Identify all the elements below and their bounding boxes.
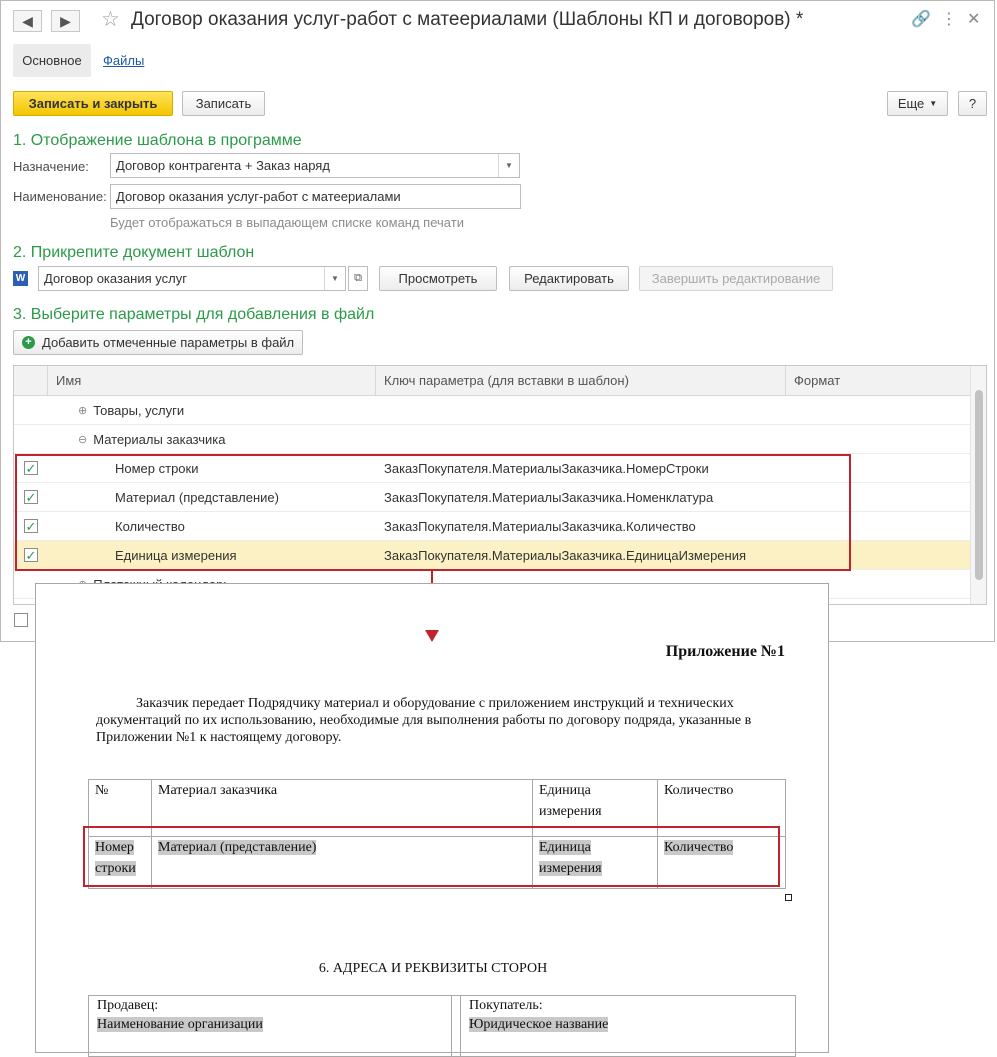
table-row[interactable]	[14, 425, 972, 454]
arrow-head-icon	[425, 630, 439, 642]
doc-title: Приложение №1	[665, 643, 785, 660]
seller-cell	[89, 996, 452, 1057]
table-row[interactable]	[14, 396, 972, 425]
name-hint: Будет отображаться в выпадающем списке команд печати	[110, 215, 464, 230]
save-button[interactable]: Записать	[182, 91, 265, 116]
buyer-cell	[461, 996, 796, 1057]
name-field[interactable]	[110, 184, 521, 209]
purpose-value: Договор контрагента + Заказ наряд	[116, 158, 330, 173]
row-name: Материалы заказчика	[93, 431, 226, 447]
seller-label: Продавец:	[97, 998, 159, 1013]
th-material: Материал заказчика	[152, 780, 533, 837]
header-name[interactable]: Имя	[48, 366, 376, 395]
row-key: ЗаказПокупателя.МатериалыЗаказчика.Количество	[384, 518, 696, 534]
buyer-label: Покупатель:	[469, 998, 543, 1013]
doc-section-title: 6. АДРЕСА И РЕКВИЗИТЫ СТОРОН	[318, 961, 548, 976]
doc-paragraph: Заказчик передает Подрядчику материал и оборудование с приложением инструкций и технических документаций по их использованию, необходимые для выполнения работы по договору подряда, указанные в Приложении №1 к настоящему договору.	[96, 696, 752, 745]
header-check-col	[14, 366, 48, 395]
row-checkbox[interactable]: ✓	[25, 460, 37, 476]
arrow-left-icon: ◀	[22, 12, 33, 29]
field-number: Номер строки	[95, 840, 136, 876]
window-title: Договор оказания услуг-работ с матеериалами (Шаблоны КП и договоров) *	[131, 9, 804, 30]
arrow-right-icon: ▶	[60, 12, 71, 29]
section2-title: 2. Прикрепите документ шаблон	[13, 244, 255, 261]
spacer-cell	[452, 996, 461, 1057]
parties-table	[88, 995, 796, 1057]
header-key[interactable]: Ключ параметра (для вставки в шаблон)	[376, 366, 786, 395]
expand-icon[interactable]: ⊕	[78, 404, 88, 417]
row-key: ЗаказПокупателя.МатериалыЗаказчика.НомерСтроки	[384, 460, 709, 476]
row-name: Количество	[115, 518, 185, 534]
purpose-select[interactable]	[110, 153, 520, 178]
field-quantity: Количество	[664, 840, 734, 855]
template-select[interactable]	[38, 266, 346, 291]
row-checkbox[interactable]: ✓	[25, 518, 37, 534]
edit-button[interactable]: Редактировать	[509, 266, 629, 291]
field-material: Материал (представление)	[158, 840, 317, 855]
forward-button[interactable]	[51, 10, 80, 32]
more-button[interactable]	[887, 91, 948, 116]
favorite-star-icon[interactable]: ☆	[101, 8, 120, 31]
plus-circle-icon: +	[22, 336, 35, 349]
close-icon[interactable]: ✕	[967, 11, 981, 28]
template-value: Договор оказания услуг	[44, 271, 187, 286]
section1-title: 1. Отображение шаблона в программе	[13, 132, 302, 149]
tab-main[interactable]: Основное	[13, 44, 91, 77]
highlight-frame-document	[83, 826, 780, 887]
th-number: №	[89, 780, 152, 837]
row-name: Номер строки	[115, 460, 199, 476]
tab-files[interactable]: Файлы	[103, 53, 145, 68]
add-params-button[interactable]	[13, 330, 303, 355]
grid-header	[14, 366, 972, 396]
buyer-value: Юридическое название	[469, 1017, 609, 1032]
row-name: Материал (представление)	[115, 489, 279, 505]
th-quantity: Количество	[658, 780, 786, 837]
table-resize-handle[interactable]	[785, 894, 792, 901]
row-name: Единица измерения	[115, 547, 237, 563]
row-checkbox[interactable]: ✓	[25, 489, 37, 505]
row-name: Товары, услуги	[93, 402, 185, 418]
header-format[interactable]: Формат	[794, 373, 841, 388]
seller-value: Наименование организации	[97, 1017, 263, 1032]
grid-scrollbar[interactable]	[970, 366, 986, 604]
chevron-down-icon: ▼	[929, 99, 938, 108]
row-key: ЗаказПокупателя.МатериалыЗаказчика.ЕдиницаИзмерения	[384, 547, 747, 563]
name-label: Наименование:	[13, 189, 107, 204]
row-checkbox[interactable]: ✓	[25, 547, 37, 563]
link-icon[interactable]: 🔗	[911, 11, 931, 28]
name-value: Договор оказания услуг-работ с матеериалами	[116, 189, 401, 204]
view-button[interactable]: Просмотреть	[379, 266, 497, 291]
collapse-icon[interactable]: ⊖	[78, 433, 88, 446]
more-button-label: Еще	[897, 96, 925, 111]
purpose-label: Назначение:	[13, 159, 89, 174]
more-icon[interactable]: ⋮	[941, 11, 957, 28]
document-preview	[35, 583, 829, 1053]
finish-editing-button[interactable]: Завершить редактирование	[639, 266, 833, 291]
th-unit: Единица измерения	[533, 780, 658, 837]
add-params-label: Добавить отмеченные параметры в файл	[42, 335, 295, 350]
bottom-checkbox[interactable]	[14, 613, 28, 627]
open-form-icon[interactable]: ⧉	[348, 266, 368, 291]
highlight-frame-grid	[15, 454, 851, 571]
save-and-close-button[interactable]: Записать и закрыть	[13, 91, 173, 116]
row-key: ЗаказПокупателя.МатериалыЗаказчика.Номенклатура	[384, 489, 714, 505]
help-button[interactable]: ?	[958, 91, 987, 116]
field-unit: Единица измерения	[539, 840, 602, 876]
dropdown-icon[interactable]: ▼	[324, 267, 345, 290]
scrollbar-thumb[interactable]	[975, 390, 983, 580]
back-button[interactable]	[13, 10, 42, 32]
section3-title: 3. Выберите параметры для добавления в файл	[13, 306, 375, 323]
word-document-icon: W	[13, 271, 28, 286]
dropdown-icon[interactable]: ▼	[498, 154, 519, 177]
